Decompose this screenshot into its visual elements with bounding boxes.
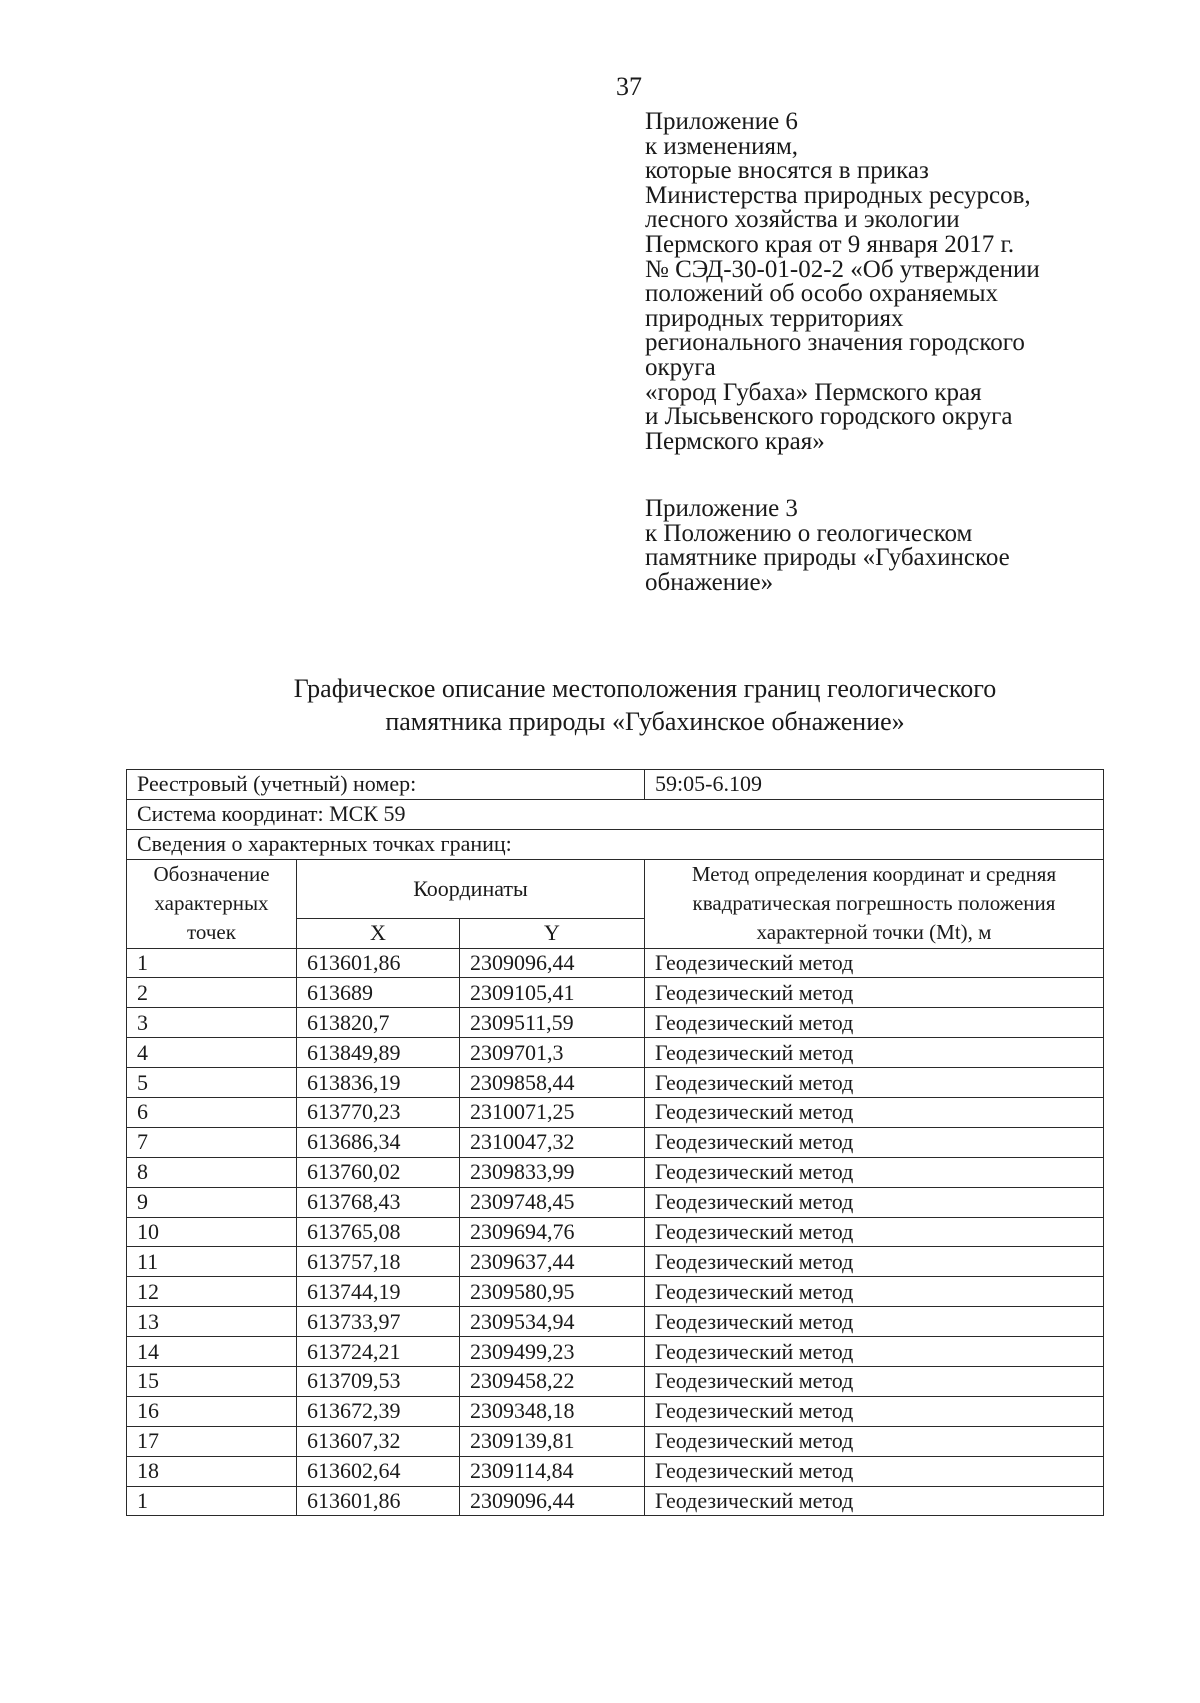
document-title-line: Графическое описание местоположения границ геологического [293, 674, 997, 703]
table-row [127, 1098, 1104, 1128]
column-header-x: X [297, 918, 460, 948]
points-info: Сведения о характерных точках границ: [127, 829, 1104, 859]
y-coordinate-cell: 2309114,84 [460, 1456, 645, 1486]
registry-row [127, 770, 1104, 800]
registry-label: Реестровый (учетный) номер: [127, 770, 645, 800]
y-coordinate-cell: 2309701,3 [460, 1038, 645, 1068]
x-coordinate-cell: 613849,89 [297, 1038, 460, 1068]
point-number-cell: 5 [127, 1068, 297, 1098]
method-cell: Геодезический метод [645, 1396, 1104, 1426]
method-cell: Геодезический метод [645, 978, 1104, 1008]
point-number-cell: 8 [127, 1157, 297, 1187]
annex-6-line: и Лысьвенского городского округа [645, 403, 1013, 431]
annex-6-line: № СЭД-30-01-02-2 «Об утверждении [645, 255, 1040, 283]
table-row [127, 1426, 1104, 1456]
x-coordinate-cell: 613709,53 [297, 1367, 460, 1397]
x-coordinate-cell: 613765,08 [297, 1217, 460, 1247]
annex-6-heading [645, 110, 1040, 454]
x-coordinate-cell: 613672,39 [297, 1396, 460, 1426]
annex-6-line: лесного хозяйства и экологии [645, 206, 960, 234]
x-coordinate-cell: 613760,02 [297, 1157, 460, 1187]
table-row [127, 1307, 1104, 1337]
annex-6-line: Пермского края от 9 января 2017 г. [645, 230, 1015, 258]
table-row [127, 1486, 1104, 1516]
x-coordinate-cell: 613733,97 [297, 1307, 460, 1337]
method-cell: Геодезический метод [645, 1337, 1104, 1367]
x-coordinate-cell: 613820,7 [297, 1008, 460, 1038]
point-number-cell: 1 [127, 1486, 297, 1516]
annex-3-line: обнажение» [645, 568, 774, 596]
table-row [127, 1187, 1104, 1217]
y-coordinate-cell: 2309858,44 [460, 1068, 645, 1098]
annex-6-line: округа [645, 353, 716, 381]
annex-3-line: Приложение 3 [645, 495, 798, 522]
table-row [127, 1038, 1104, 1068]
method-cell: Геодезический метод [645, 1098, 1104, 1128]
points-info-row [127, 829, 1104, 859]
table-row [127, 1127, 1104, 1157]
table-row [127, 1337, 1104, 1367]
table-row [127, 1456, 1104, 1486]
table-row [127, 1367, 1104, 1397]
document-title-line: памятника природы «Губахинское обнажение» [385, 707, 905, 736]
method-cell: Геодезический метод [645, 1426, 1104, 1456]
y-coordinate-cell: 2309748,45 [460, 1187, 645, 1217]
method-cell: Геодезический метод [645, 1217, 1104, 1247]
y-coordinate-cell: 2309637,44 [460, 1247, 645, 1277]
annex-6-line: «город Губаха» Пермского края [645, 378, 982, 406]
column-header-y: Y [460, 918, 645, 948]
x-coordinate-cell: 613744,19 [297, 1277, 460, 1307]
annex-6-line: к изменениям, [645, 132, 799, 160]
y-coordinate-cell: 2309534,94 [460, 1307, 645, 1337]
x-coordinate-cell: 613607,32 [297, 1426, 460, 1456]
point-number-cell: 2 [127, 978, 297, 1008]
point-number-cell: 4 [127, 1038, 297, 1068]
method-cell: Геодезический метод [645, 1187, 1104, 1217]
method-cell: Геодезический метод [645, 1038, 1104, 1068]
header-method-line: Метод определения координат и средняя [691, 862, 1057, 887]
x-coordinate-cell: 613724,21 [297, 1337, 460, 1367]
table-row [127, 1277, 1104, 1307]
point-number-cell: 7 [127, 1127, 297, 1157]
method-cell: Геодезический метод [645, 1247, 1104, 1277]
method-cell: Геодезический метод [645, 1367, 1104, 1397]
point-number-cell: 13 [127, 1307, 297, 1337]
annex-6-line: которые вносятся в приказ [645, 157, 929, 185]
table-row [127, 1396, 1104, 1426]
point-number-cell: 12 [127, 1277, 297, 1307]
y-coordinate-cell: 2310047,32 [460, 1127, 645, 1157]
point-number-cell: 16 [127, 1396, 297, 1426]
column-header-row [127, 859, 1104, 918]
y-coordinate-cell: 2309833,99 [460, 1157, 645, 1187]
y-coordinate-cell: 2309580,95 [460, 1277, 645, 1307]
x-coordinate-cell: 613601,86 [297, 948, 460, 978]
column-header-method [645, 859, 1104, 948]
method-cell: Геодезический метод [645, 948, 1104, 978]
annex-3-line: памятнике природы «Губахинское [645, 544, 1010, 572]
point-number-cell: 9 [127, 1187, 297, 1217]
y-coordinate-cell: 2309458,22 [460, 1367, 645, 1397]
header-point-line: точек [187, 920, 236, 945]
x-coordinate-cell: 613686,34 [297, 1127, 460, 1157]
y-coordinate-cell: 2309096,44 [460, 1486, 645, 1516]
method-cell: Геодезический метод [645, 1127, 1104, 1157]
x-coordinate-cell: 613836,19 [297, 1068, 460, 1098]
header-method-line: характерной точки (Mt), м [756, 920, 992, 945]
table-row [127, 1008, 1104, 1038]
point-number-cell: 11 [127, 1247, 297, 1277]
annex-3-line: к Положению о геологическом [645, 519, 973, 547]
point-number-cell: 14 [127, 1337, 297, 1367]
annex-6-line: Пермского края» [645, 427, 825, 455]
point-number-cell: 17 [127, 1426, 297, 1456]
annex-3-heading [645, 497, 1010, 595]
registry-value: 59:05-6.109 [645, 770, 1104, 800]
method-cell: Геодезический метод [645, 1068, 1104, 1098]
y-coordinate-cell: 2309096,44 [460, 948, 645, 978]
coord-system: Система координат: МСК 59 [127, 799, 1104, 829]
column-header-coordinates: Координаты [297, 859, 645, 918]
point-number-cell: 3 [127, 1008, 297, 1038]
point-number-cell: 15 [127, 1367, 297, 1397]
point-number-cell: 18 [127, 1456, 297, 1486]
header-point-line: характерных [154, 891, 269, 916]
x-coordinate-cell: 613770,23 [297, 1098, 460, 1128]
x-coordinate-cell: 613689 [297, 978, 460, 1008]
method-cell: Геодезический метод [645, 1008, 1104, 1038]
point-number-cell: 6 [127, 1098, 297, 1128]
x-coordinate-cell: 613602,64 [297, 1456, 460, 1486]
y-coordinate-cell: 2309139,81 [460, 1426, 645, 1456]
column-header-point [127, 859, 297, 948]
table-row [127, 1247, 1104, 1277]
y-coordinate-cell: 2309511,59 [460, 1008, 645, 1038]
table-row [127, 1068, 1104, 1098]
annex-6-line: природных территориях [645, 304, 904, 332]
header-method-line: квадратическая погрешность положения [692, 891, 1056, 916]
method-cell: Геодезический метод [645, 1157, 1104, 1187]
y-coordinate-cell: 2310071,25 [460, 1098, 645, 1128]
table-row [127, 978, 1104, 1008]
point-number-cell: 10 [127, 1217, 297, 1247]
table-row [127, 1157, 1104, 1187]
method-cell: Геодезический метод [645, 1307, 1104, 1337]
method-cell: Геодезический метод [645, 1486, 1104, 1516]
x-coordinate-cell: 613768,43 [297, 1187, 460, 1217]
annex-6-line: регионального значения городского [645, 329, 1025, 357]
annex-6-line: Министерства природных ресурсов, [645, 181, 1031, 209]
y-coordinate-cell: 2309348,18 [460, 1396, 645, 1426]
method-cell: Геодезический метод [645, 1456, 1104, 1486]
table-row [127, 1217, 1104, 1247]
page-number: 37 [616, 72, 642, 101]
y-coordinate-cell: 2309499,23 [460, 1337, 645, 1367]
coordinates-table [126, 769, 1104, 1516]
x-coordinate-cell: 613757,18 [297, 1247, 460, 1277]
annex-6-line: Приложение 6 [645, 108, 798, 135]
header-point-line: Обозначение [153, 862, 270, 887]
coord-system-row [127, 799, 1104, 829]
table-row [127, 948, 1104, 978]
y-coordinate-cell: 2309694,76 [460, 1217, 645, 1247]
annex-6-line: положений об особо охраняемых [645, 280, 999, 308]
x-coordinate-cell: 613601,86 [297, 1486, 460, 1516]
point-number-cell: 1 [127, 948, 297, 978]
document-title [200, 672, 1090, 738]
method-cell: Геодезический метод [645, 1277, 1104, 1307]
y-coordinate-cell: 2309105,41 [460, 978, 645, 1008]
